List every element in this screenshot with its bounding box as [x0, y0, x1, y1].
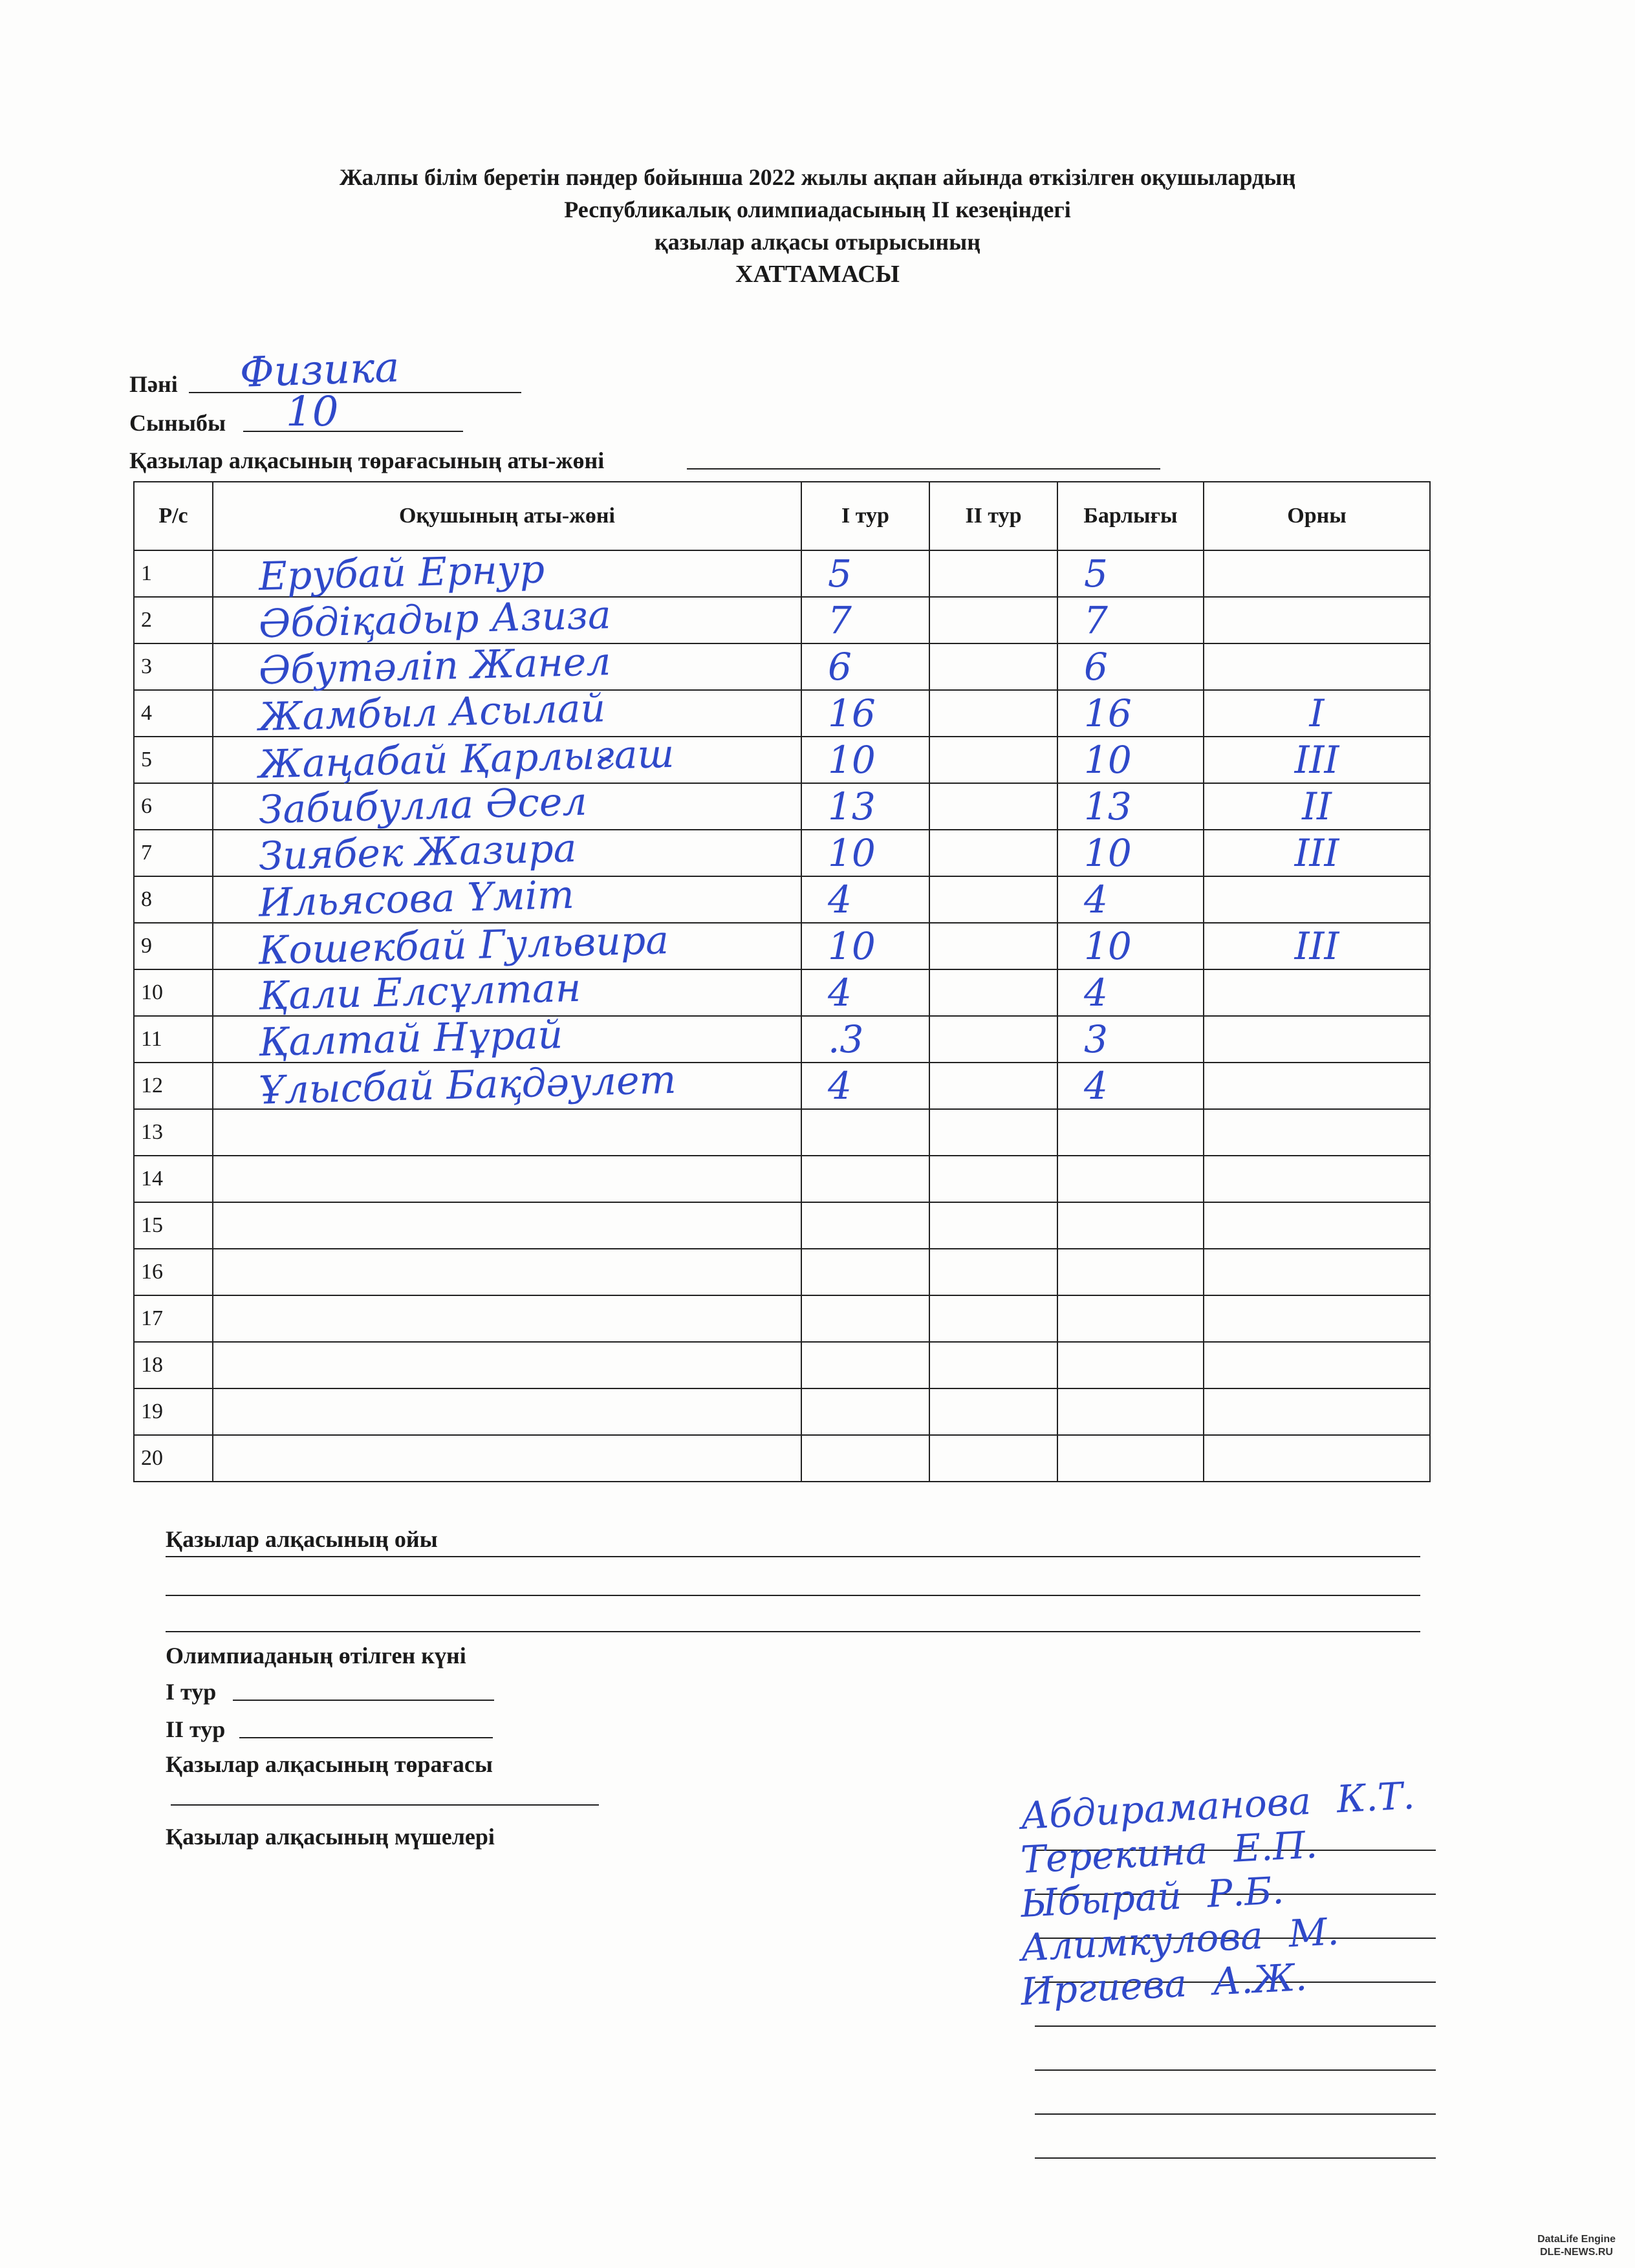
row-number-text: 16: [141, 1260, 163, 1284]
row-number: [134, 1109, 213, 1156]
signature-line: [1035, 2113, 1436, 2115]
student-name-text: Әбдіқадыр Азиза: [258, 592, 612, 647]
student-name: [213, 825, 801, 880]
signature-line: [1035, 2069, 1436, 2071]
table-header-row: [134, 482, 1430, 550]
row-number-text: 8: [141, 887, 152, 911]
round1-score: [801, 830, 929, 876]
student-name-text: Зиябек Жазира: [258, 825, 578, 880]
col-header-number: Р/с: [134, 482, 213, 550]
total-score: [1057, 1435, 1204, 1482]
student-name: [213, 1435, 801, 1482]
chair-name-underline: [687, 468, 1160, 470]
round2-score: [929, 690, 1057, 737]
student-name: [213, 1109, 801, 1156]
row-number-text: 3: [141, 654, 152, 678]
row-number-text: 2: [141, 608, 152, 632]
round2-score: [929, 783, 1057, 830]
round2-score: [929, 1249, 1057, 1295]
row-number: [134, 876, 213, 923]
round1-score-text: 4: [828, 1064, 852, 1108]
total-score: [1057, 1342, 1204, 1388]
round1-score: [801, 1016, 929, 1063]
student-name-text: Қали Елсұлтан: [258, 965, 582, 1019]
table-row: [134, 643, 1430, 690]
total-score: [1057, 923, 1204, 969]
round2-score: [929, 643, 1057, 690]
total-score: [1057, 643, 1204, 690]
signature-name: Алимкулова: [1019, 1913, 1264, 1970]
signature-line: [1035, 2157, 1436, 2159]
row-number: [134, 1435, 213, 1482]
round1-score: [801, 923, 929, 969]
row-number: [134, 1202, 213, 1249]
total-score-text: 16: [1084, 691, 1132, 735]
total-score-text: 10: [1084, 738, 1132, 782]
class-underline: [243, 431, 463, 432]
row-number: [134, 737, 213, 783]
total-score: [1057, 830, 1204, 876]
total-score: [1057, 1388, 1204, 1435]
total-score: [1057, 737, 1204, 783]
student-name-text: [220, 1138, 259, 1139]
student-name-text: Ерубай Ернур: [258, 546, 545, 599]
class-value: 10: [286, 388, 339, 436]
row-number: [134, 690, 213, 737]
round1-score: [801, 1388, 929, 1435]
student-name: [213, 592, 801, 647]
student-name-text: Забибулла Әсел: [258, 779, 588, 833]
row-number-text: 11: [141, 1027, 162, 1051]
place: [1204, 1202, 1430, 1249]
total-score: [1057, 1156, 1204, 1202]
round2-score: [929, 550, 1057, 597]
table-row: [134, 1295, 1430, 1342]
place: [1204, 1016, 1430, 1063]
col-header-name: Оқушының аты-жөні: [213, 482, 801, 550]
table-row: [134, 1156, 1430, 1202]
row-number-text: 10: [141, 980, 163, 1004]
jury-chair-label: Қазылар алқасының төрағасы: [166, 1751, 493, 1777]
signature-name: Абдираманова: [1019, 1778, 1312, 1838]
table-row: [134, 1202, 1430, 1249]
round2-score: [929, 1342, 1057, 1388]
total-score: [1057, 1109, 1204, 1156]
total-score-text: 5: [1084, 552, 1108, 596]
header-line-3: қазылар алқасы отырысының: [655, 229, 980, 255]
total-score-text: 3: [1084, 1017, 1108, 1061]
row-number-text: 5: [141, 748, 152, 772]
round1-score: [801, 1202, 929, 1249]
student-name: [213, 917, 801, 974]
round2-score: [929, 969, 1057, 1016]
row-number: [134, 783, 213, 830]
student-name: [213, 965, 801, 1019]
header-line-2: Республикалық олимпиадасының II кезеңіндегі: [564, 197, 1071, 222]
row-number: [134, 1249, 213, 1295]
place-text: I: [1309, 691, 1325, 735]
place: [1204, 737, 1430, 783]
row-number: [134, 830, 213, 876]
place: [1204, 1342, 1430, 1388]
results-table: [133, 481, 1431, 1482]
total-score-text: 4: [1084, 1064, 1108, 1108]
round1-score: [801, 643, 929, 690]
total-score-text: 4: [1084, 971, 1108, 1015]
row-number: [134, 1295, 213, 1342]
row-number: [134, 643, 213, 690]
round1-score: [801, 1342, 929, 1388]
place: [1204, 550, 1430, 597]
place: [1204, 1063, 1430, 1109]
round1-score-text: .3: [828, 1017, 864, 1061]
total-score: [1057, 969, 1204, 1016]
table-row: [134, 783, 1430, 830]
student-name-text: [220, 1185, 259, 1186]
round2-score: [929, 830, 1057, 876]
place: [1204, 1249, 1430, 1295]
student-name: [213, 1057, 801, 1114]
place: [1204, 783, 1430, 830]
footer-watermark: [1537, 2233, 1616, 2259]
student-name: [213, 1342, 801, 1388]
total-score-text: 7: [1084, 598, 1108, 642]
signature-initials: К.Т.: [1336, 1773, 1416, 1822]
student-name-text: [220, 1231, 259, 1233]
round1-score-text: 13: [828, 784, 876, 828]
members-label: Қазылар алқасының мүшелері: [166, 1824, 495, 1850]
signature-initials: М.: [1287, 1909, 1340, 1956]
place-text: III: [1294, 924, 1339, 968]
round1-score-text: 6: [828, 645, 852, 689]
table-row: [134, 550, 1430, 597]
round2-score: [929, 1016, 1057, 1063]
total-score: [1057, 1249, 1204, 1295]
round1-score-text: 4: [828, 971, 852, 1015]
signature-initials: Е.П.: [1232, 1822, 1319, 1871]
round2-score: [929, 1109, 1057, 1156]
footer-line-2: DLE-NEWS.RU: [1540, 2247, 1613, 2258]
student-name-text: Әбутәліп Жанел: [258, 639, 612, 694]
student-name: [213, 731, 801, 788]
total-score: [1057, 1016, 1204, 1063]
class-label: Сыныбы: [129, 410, 226, 436]
total-score: [1057, 1063, 1204, 1109]
signature-name: Терекина: [1019, 1828, 1209, 1882]
place: [1204, 1109, 1430, 1156]
round1-score: [801, 737, 929, 783]
col-header-total: Барлығы: [1057, 482, 1204, 550]
row-number: [134, 1156, 213, 1202]
student-name: [213, 1249, 801, 1295]
row-number-text: 1: [141, 561, 152, 585]
student-name-text: [220, 1464, 259, 1465]
round1-score: [801, 1156, 929, 1202]
row-number: [134, 597, 213, 643]
row-number-text: 19: [141, 1399, 163, 1423]
row-number: [134, 1016, 213, 1063]
row-number: [134, 923, 213, 969]
student-name-text: [220, 1278, 259, 1279]
student-name: [213, 779, 801, 833]
chair-name-label: Қазылар алқасының төрағасының аты-жөні: [129, 448, 605, 473]
place: [1204, 643, 1430, 690]
student-name-text: Жамбыл Асылай: [258, 686, 607, 740]
round2-label: ІІ тур: [166, 1716, 226, 1742]
student-name: [213, 1012, 801, 1066]
table-row: [134, 923, 1430, 969]
round1-score-text: 10: [828, 738, 876, 782]
opinion-label: Қазылар алқасының ойы: [166, 1526, 438, 1552]
round2-score: [929, 1202, 1057, 1249]
student-name: [213, 1202, 801, 1249]
place-text: II: [1302, 784, 1332, 828]
student-name: [213, 686, 801, 740]
table-row: [134, 830, 1430, 876]
col-header-place: Орны: [1204, 482, 1430, 550]
student-name: [213, 1156, 801, 1202]
round1-label: І тур: [166, 1679, 217, 1705]
student-name-text: Кошекбай Гульвира: [258, 917, 669, 974]
round1-score: [801, 1435, 929, 1482]
round2-score: [929, 1295, 1057, 1342]
row-number-text: 9: [141, 934, 152, 958]
student-name: [213, 546, 801, 599]
table-row: [134, 1342, 1430, 1388]
round1-score: [801, 550, 929, 597]
row-number-text: 17: [141, 1306, 163, 1330]
row-number: [134, 1342, 213, 1388]
total-score: [1057, 597, 1204, 643]
round1-score-text: 4: [828, 878, 852, 922]
round2-score: [929, 1435, 1057, 1482]
place: [1204, 690, 1430, 737]
round1-score-text: 5: [828, 552, 852, 596]
table-row: [134, 597, 1430, 643]
student-name-text: [220, 1324, 259, 1326]
place: [1204, 1295, 1430, 1342]
table-row: [134, 1388, 1430, 1435]
total-score: [1057, 1202, 1204, 1249]
table-row: [134, 690, 1430, 737]
place: [1204, 1156, 1430, 1202]
total-score: [1057, 783, 1204, 830]
row-number: [134, 1063, 213, 1109]
total-score-text: 6: [1084, 645, 1108, 689]
total-score: [1057, 550, 1204, 597]
row-number: [134, 550, 213, 597]
date-label: Олимпиаданың өтілген күні: [166, 1643, 466, 1669]
round1-score: [801, 597, 929, 643]
total-score-text: 13: [1084, 784, 1132, 828]
student-name-text: [220, 1371, 259, 1372]
row-number: [134, 969, 213, 1016]
student-name: [213, 1295, 801, 1342]
footer-line-1: DataLife Engine: [1537, 2234, 1616, 2245]
opinion-line-3: [166, 1631, 1420, 1632]
round1-score: [801, 1109, 929, 1156]
table-row: [134, 1435, 1430, 1482]
round2-score: [929, 923, 1057, 969]
place: [1204, 597, 1430, 643]
row-number-text: 14: [141, 1167, 163, 1191]
signature-name: Ыбырай: [1019, 1874, 1183, 1926]
opinion-line-1: [166, 1556, 1420, 1557]
round2-score: [929, 1063, 1057, 1109]
place: [1204, 876, 1430, 923]
student-name-text: Жаңабай Қарлығаш: [258, 731, 675, 788]
signature-line: [1035, 2025, 1436, 2027]
table-row: [134, 737, 1430, 783]
round1-score-text: 7: [828, 598, 852, 642]
table-row: [134, 1109, 1430, 1156]
place: [1204, 1435, 1430, 1482]
round1-score-text: 16: [828, 691, 876, 735]
table-row: [134, 1016, 1430, 1063]
round1-score: [801, 1249, 929, 1295]
round1-underline: [233, 1700, 494, 1701]
round1-score: [801, 690, 929, 737]
table-row: [134, 1249, 1430, 1295]
subject-value: Физика: [239, 343, 400, 397]
round2-score: [929, 597, 1057, 643]
student-name: [213, 1388, 801, 1435]
total-score-text: 10: [1084, 924, 1132, 968]
round1-score: [801, 969, 929, 1016]
signature-initials: Р.Б.: [1206, 1868, 1285, 1916]
row-number-text: 20: [141, 1446, 163, 1470]
round1-score: [801, 1063, 929, 1109]
round2-score: [929, 1388, 1057, 1435]
student-name-text: Ильясова Үміт: [258, 872, 575, 926]
row-number-text: 12: [141, 1074, 163, 1097]
total-score: [1057, 1295, 1204, 1342]
header-line-1: Жалпы білім беретін пәндер бойынша 2022 жылы ақпан айында өткізілген оқушылардың: [339, 164, 1296, 190]
round2-underline: [239, 1737, 493, 1738]
header-title: ХАТТАМАСЫ: [735, 261, 900, 288]
student-name-text: Ұлысбай Бақдәулет: [258, 1057, 677, 1114]
place: [1204, 1388, 1430, 1435]
row-number: [134, 1388, 213, 1435]
round1-score-text: 10: [828, 924, 876, 968]
student-name-text: Қалтай Нұрай: [258, 1012, 564, 1066]
place: [1204, 969, 1430, 1016]
signature-name: Иргиева: [1019, 1961, 1188, 2014]
total-score: [1057, 876, 1204, 923]
student-name: [213, 639, 801, 694]
round2-score: [929, 876, 1057, 923]
round1-score: [801, 876, 929, 923]
opinion-line-2: [166, 1595, 1420, 1596]
total-score-text: 4: [1084, 878, 1108, 922]
round2-score: [929, 1156, 1057, 1202]
row-number-text: 4: [141, 701, 152, 725]
place: [1204, 923, 1430, 969]
row-number-text: 15: [141, 1213, 163, 1237]
jury-chair-underline: [171, 1804, 599, 1806]
row-number-text: 7: [141, 841, 152, 865]
round2-score: [929, 737, 1057, 783]
round1-score: [801, 783, 929, 830]
subject-label: Пәні: [129, 371, 178, 397]
total-score: [1057, 690, 1204, 737]
place-text: III: [1294, 738, 1339, 782]
student-name: [213, 872, 801, 926]
row-number-text: 6: [141, 794, 152, 818]
table-row: [134, 1063, 1430, 1109]
table-row: [134, 969, 1430, 1016]
col-header-round1: І тур: [801, 482, 929, 550]
place-text: III: [1294, 831, 1339, 875]
round1-score-text: 10: [828, 831, 876, 875]
row-number-text: 18: [141, 1353, 163, 1377]
col-header-round2: ІІ тур: [929, 482, 1057, 550]
round1-score: [801, 1295, 929, 1342]
signature-initials: А.Ж.: [1211, 1954, 1308, 2004]
student-name-text: [220, 1418, 259, 1419]
total-score-text: 10: [1084, 831, 1132, 875]
row-number-text: 13: [141, 1120, 163, 1144]
place: [1204, 830, 1430, 876]
table-row: [134, 876, 1430, 923]
